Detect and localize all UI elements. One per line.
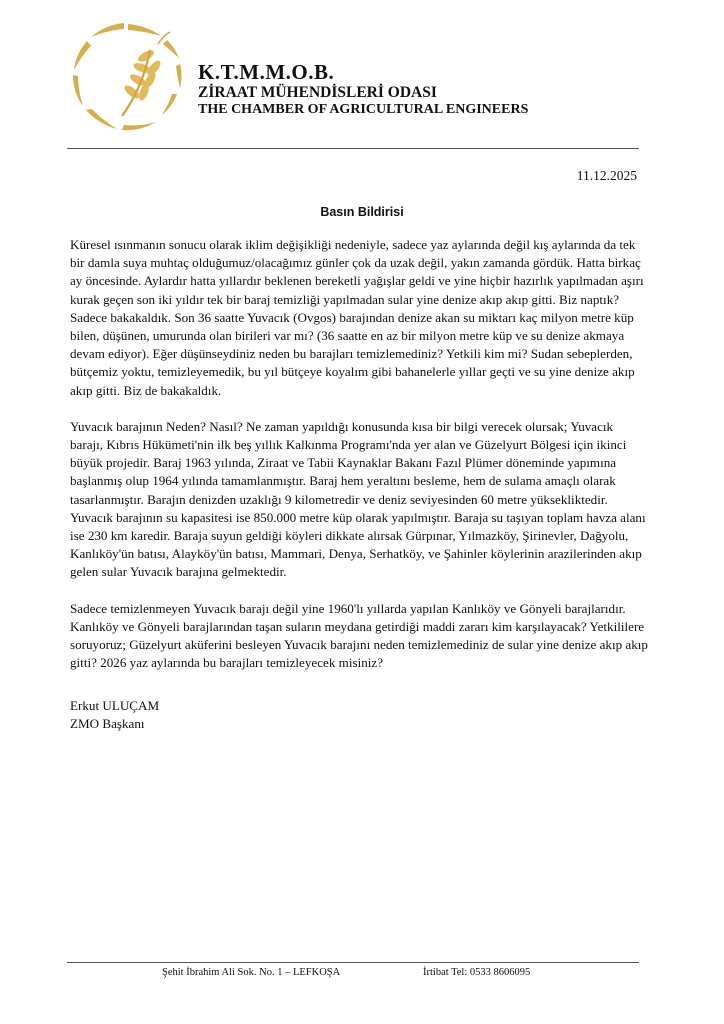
footer-address: Şehit İbrahim Ali Sok. No. 1 – LEFKOŞA xyxy=(162,967,341,978)
document-date: 11.12.2025 xyxy=(576,168,637,183)
signatory-name: Erkut ULUÇAM xyxy=(70,698,160,713)
document-title: Basın Bildirisi xyxy=(320,205,404,219)
organization-abbreviation: K.T.M.M.O.B. xyxy=(198,60,335,84)
paragraph: Küresel ısınmanın sonucu olarak iklim değişikliği nedeniyle, sadece yaz aylarında değil kış aylarında da tek bir damla suya muhtaç olduğumuz/olacağımız günler çok da uzak değil, yakın zamanda gördük. Hatta birkaç ay öncesinde. Aylardır hatta yıllardır beklenen bereketli yağışlar geldi ve yine hiçbir hazırlık yapılmadan aşırı kurak geçen son iki yıldır tek bir baraj temizliği yapılmadan sular yine denize akıp akıp gitti. Biz naptık? Sadece bakakaldık. Son 36 saatte Yuvacık (Ovgos) barajından denize akan su miktarı kaç milyon metre küp bilen, düşünen, umurunda olan birileri var mı? (36 saatte en az bir milyon metre küp ve su denize akmaya devam ediyor). Eğer düşünseydiniz neden bu barajları temizlemediniz? Yetkili kim mi? Sudan sebeplerden, bütçemiz yoktu, temizleyemedik, bu yıl bütçeye koyalım gibi bahanelerle yıllar geçti ve su yine denize akıp akıp gitti. Biz de bakakaldık. xyxy=(70,237,644,398)
paragraph: Sadece temizlenmeyen Yuvacık barajı değil yine 1960'lı yıllarda yapılan Kanlıköy ve Gönyeli barajlarıdır. Kanlıköy ve Gönyeli barajlarından taşan suların meydana getirdiği maddi zararı kim karşılayacak? Yetkililere soruyoruz; Güzelyurt aküferini besleyen Yuvacık barajını neden temizlemediniz de sular yine denize akıp akıp gitti? 2026 yaz aylarında bu barajları temizleyecek misiniz? xyxy=(70,600,648,671)
wheat-sun-logo-icon xyxy=(66,16,190,140)
signature-block xyxy=(70,697,159,733)
document-body xyxy=(70,236,648,690)
organization-name-english: THE CHAMBER OF AGRICULTURAL ENGINEERS xyxy=(198,101,529,117)
organization-header xyxy=(198,60,528,118)
organization-name-turkish: ZİRAAT MÜHENDİSLERİ ODASI xyxy=(198,84,437,102)
paragraph: Yuvacık barajının Neden? Nasıl? Ne zaman yapıldığı konusunda kısa bir bilgi verecek olursak; Yuvacık barajı, Kıbrıs Hükümeti'nin ilk beş yıllık Kalkınma Programı'nda yer alan ve Güzelyurt Bölgesi için ikinci büyük projedir. Baraj 1963 yılında, Ziraat ve Tabii Kaynaklar Bakanı Fazıl Plümer döneminde yapımına başlanmış olup 1964 yılında tamamlanmıştır. Baraj hem yeraltını besleme, hem de sulama amaçlı olarak tasarlanmıştır. Barajın denizden uzaklığı 9 kilometredir ve deniz seviyesinden 60 metre yüksekliktedir. Yuvacık barajının su kapasitesi ise 850.000 metre küp olarak yapılmıştır. Baraja su taşıyan toplam havza alanı ise 230 km karedir. Baraja suyun geldiği köyleri dikkate alırsak Gürpınar, Yılmazköy, Şirinevler, Dağyolu, Kanlıköy'ün batısı, Alayköy'ün batısı, Mammari, Denya, Serhatköy, ve Şahinler köylerinin arazilerinden akıp gelen sular Yuvacık barajına gelmektedir. xyxy=(70,418,646,580)
header-divider xyxy=(67,148,639,149)
footer-phone: İrtibat Tel: 0533 8606095 xyxy=(423,967,531,978)
signatory-role: ZMO Başkanı xyxy=(70,716,145,731)
footer-divider xyxy=(67,962,639,963)
